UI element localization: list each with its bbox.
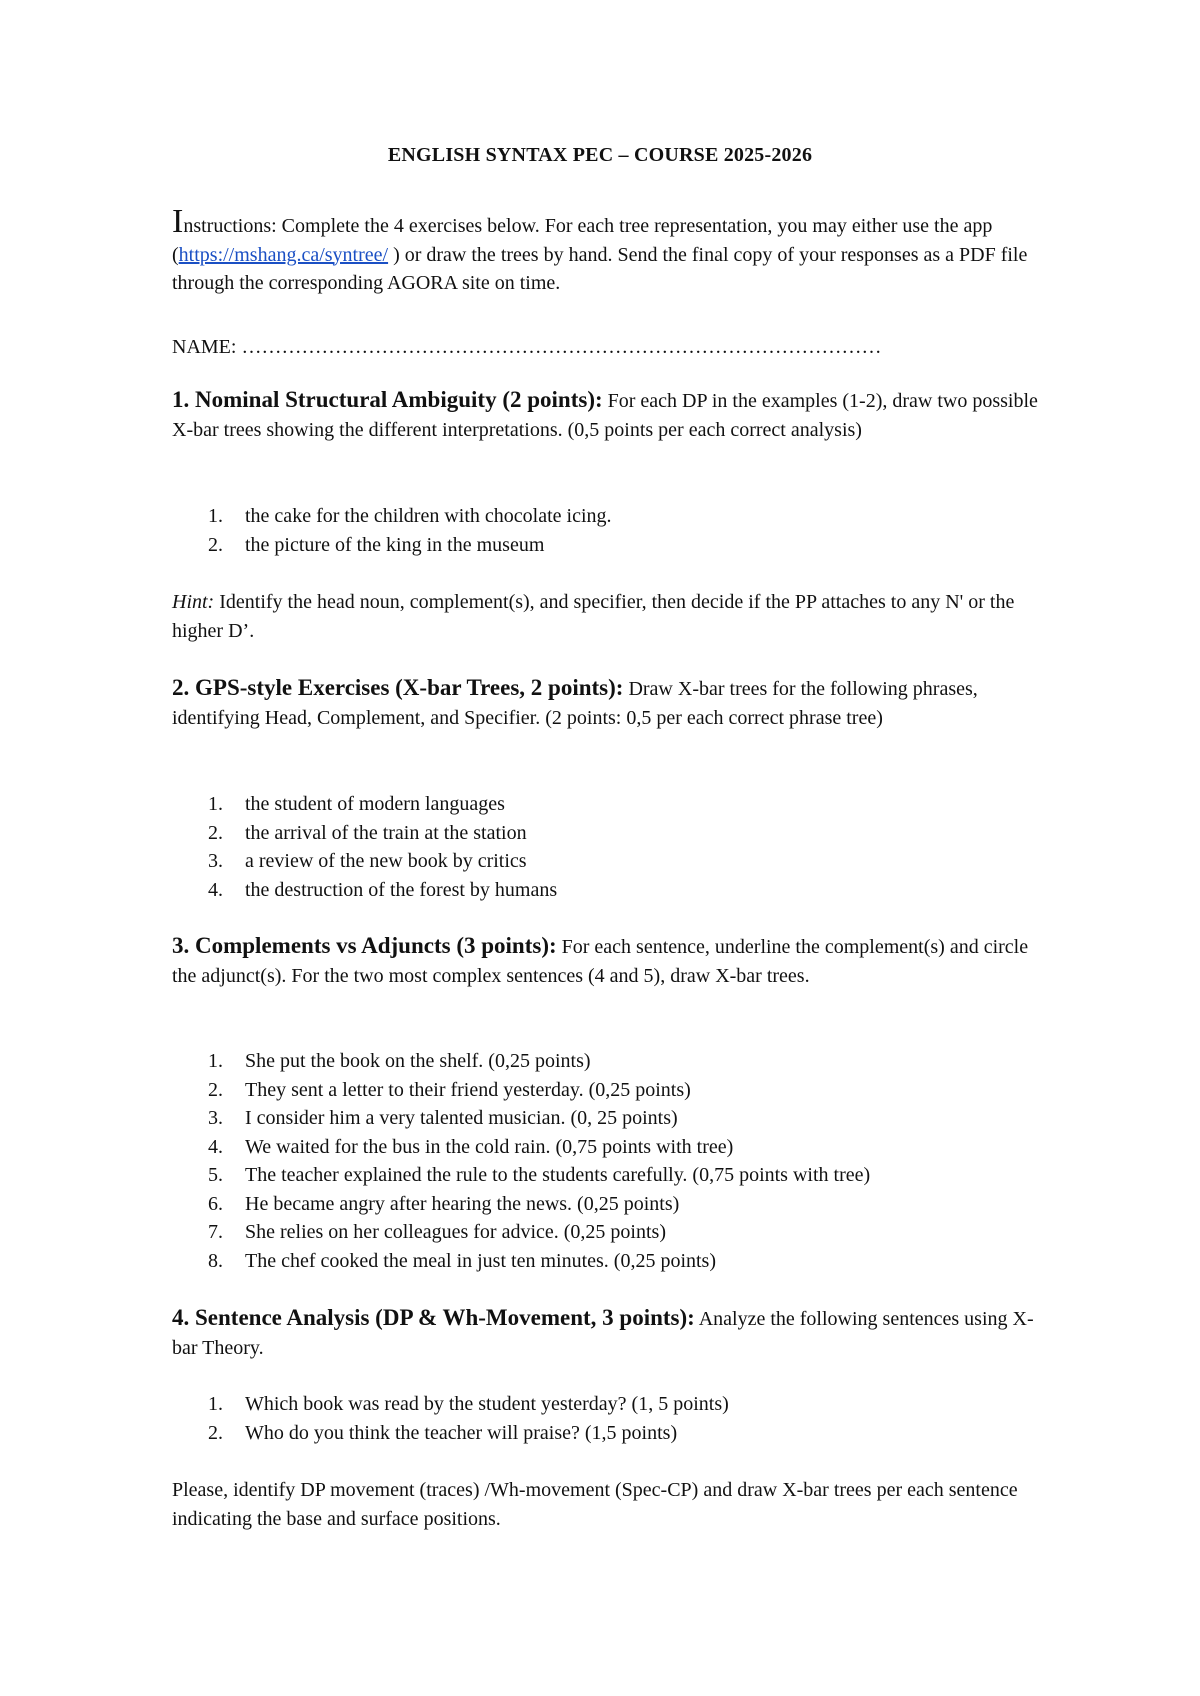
list-item: 2. Who do you think the teacher will praise? (1,5 points) [208, 1421, 678, 1444]
list-item: 1. Which book was read by the student yesterday? (1, 5 points) [208, 1393, 729, 1415]
section-2-list [172, 790, 1042, 904]
section-4-list [172, 1390, 1042, 1447]
section-1-hint [172, 588, 1042, 645]
section-3-text: For each sentence, underline the complement(s) and circle the adjunct(s). For the two most complex sentences (4 and 5), draw X-bar trees. [172, 936, 1029, 987]
list-item: 2. They sent a letter to their friend yesterday. (0,25 points) [208, 1078, 691, 1101]
section-4-text: Analyze the following sentences using X-bar Theory. [172, 1308, 1034, 1359]
section-3-list [172, 1047, 1042, 1275]
section-4-heading: 4. Sentence Analysis (DP & Wh-Movement, 3 points): [172, 1305, 695, 1330]
list-item: 5. The teacher explained the rule to the students carefully. (0,75 points with tree) [208, 1164, 871, 1186]
hint-text: Identify the head noun, complement(s), and specifier, then decide if the PP attaches to any N' or the higher D’. [172, 591, 1015, 642]
document-title: ENGLISH SYNTAX PEC – COURSE 2025-2026 [387, 144, 813, 166]
syntree-link[interactable]: https://mshang.ca/syntree/ [178, 243, 389, 266]
list-item: 1. the cake for the children with chocolate icing. [208, 505, 612, 527]
section-1-text: For each DP in the examples (1-2), draw two possible X-bar trees showing the different interpretations. (0,5 points per each correct analysis) [172, 390, 1038, 441]
list-item: 7. She relies on her colleagues for advice. (0,25 points) [208, 1221, 666, 1243]
list-item: 3. a review of the new book by critics [208, 850, 527, 872]
section-2-intro [172, 674, 1042, 732]
section-1-intro [172, 386, 1042, 444]
list-item: 4. the destruction of the forest by humans [208, 878, 558, 901]
name-line: NAME: …………………………………………………………………………………… [172, 336, 882, 358]
instructions-text-after-link: ) or draw the trees by hand. Send the final copy of your responses as a PDF file through the corresponding AGORA site on time. [172, 243, 1028, 294]
section-2-text: Draw X-bar trees for the following phrases, identifying Head, Complement, and Specifier. (2 points: 0,5 per each correct phrase tree) [172, 678, 978, 729]
section-3-intro [172, 932, 1042, 990]
list-item: 3. I consider him a very talented musician. (0, 25 points) [208, 1107, 678, 1129]
list-item: 4. We waited for the bus in the cold rain. (0,75 points with tree) [208, 1135, 734, 1158]
instructions-paragraph [172, 203, 1042, 298]
list-item: 6. He became angry after hearing the news. (0,25 points) [208, 1192, 680, 1215]
section-4-closing: Please, identify DP movement (traces) /Wh-movement (Spec-CP) and draw X-bar trees per each sentence indicating the base and surface positions. [172, 1479, 1018, 1530]
section-4-intro [172, 1304, 1042, 1362]
list-item: 2. the picture of the king in the museum [208, 533, 545, 556]
section-2-heading: 2. GPS-style Exercises (X-bar Trees, 2 points): [172, 675, 624, 700]
list-item: 1. She put the book on the shelf. (0,25 points) [208, 1050, 591, 1072]
list-item: 2. the arrival of the train at the station [208, 821, 527, 844]
hint-label: Hint: [172, 591, 215, 613]
instructions-label: nstructions [183, 215, 272, 237]
section-3-heading: 3. Complements vs Adjuncts (3 points): [172, 933, 557, 958]
section-1-heading: 1. Nominal Structural Ambiguity (2 points): [172, 387, 603, 412]
list-item: 8. The chef cooked the meal in just ten minutes. (0,25 points) [208, 1249, 716, 1272]
section-1-list [172, 502, 1042, 559]
instructions-text-before-link: : Complete the 4 exercises below. For each tree representation, you may either use the app ( [172, 215, 993, 266]
instructions-initial: I [172, 203, 184, 240]
list-item: 1. the student of modern languages [208, 793, 505, 815]
